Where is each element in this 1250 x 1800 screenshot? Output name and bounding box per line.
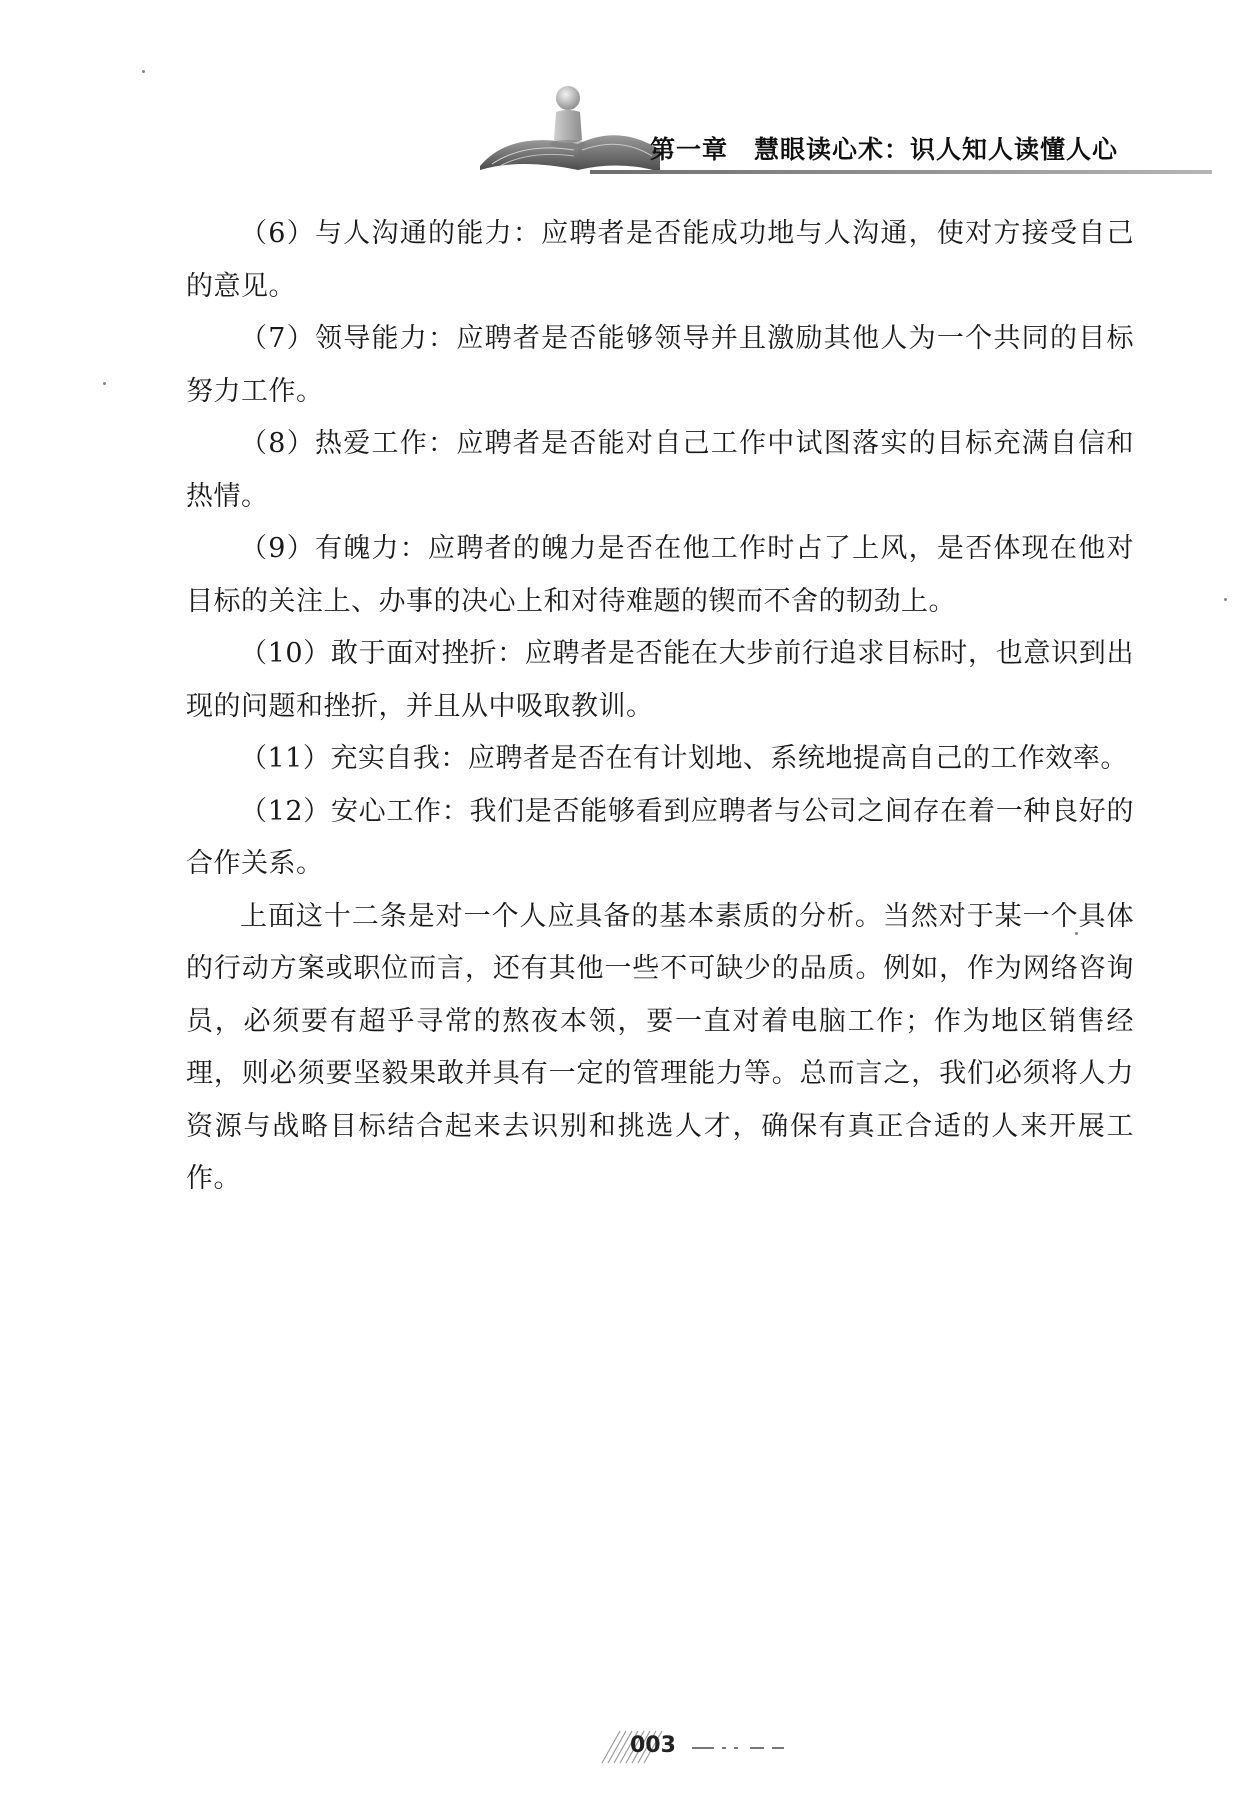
body-text [186, 208, 1134, 1206]
footer-dash [722, 1747, 726, 1749]
running-header [470, 78, 1215, 178]
scan-speck [142, 70, 145, 73]
page-footer [600, 1725, 800, 1775]
paragraph-item-7: （7）领导能力：应聘者是否能够领导并且激励其他人为一个共同的目标努力工作。 [186, 323, 1134, 407]
header-rule [590, 170, 1212, 174]
page-number: 003 [630, 1733, 676, 1758]
paragraph-summary: 上面这十二条是对一个人应具备的基本素质的分析。当然对于某一个具体的行动方案或职位而言，还有其他一些不可缺少的品质。例如，作为网络咨询员，必须要有超乎寻常的熬夜本领，要一直对着电脑工作；作为地区销售经理，则必须要坚毅果敢并具有一定的管理能力等。总而言之，我们必须将人力资源与战略目标结合起来去识别和挑选人才，确保有真正合适的人来开展工作。 [186, 900, 1134, 1194]
footer-dash [692, 1747, 714, 1749]
paragraph-item-11: （11）充实自我：应聘者是否在有计划地、系统地提高自己的工作效率。 [240, 743, 1128, 774]
footer-dash [734, 1747, 738, 1749]
paragraph-item-9: （9）有魄力：应聘者的魄力是否在他工作时占了上风，是否体现在他对目标的关注上、办事的决心上和对待难题的锲而不舍的韧劲上。 [186, 533, 1134, 617]
paragraph-item-8: （8）热爱工作：应聘者是否能对自己工作中试图落实的目标充满自信和热情。 [186, 428, 1134, 512]
footer-dash [750, 1747, 764, 1749]
paragraph-item-12: （12）安心工作：我们是否能够看到应聘者与公司之间存在着一种良好的合作关系。 [186, 795, 1134, 879]
paragraph-item-6: （6）与人沟通的能力：应聘者是否能成功地与人沟通，使对方接受自己的意见。 [186, 218, 1134, 302]
open-book-figure-icon [470, 78, 670, 178]
scan-speck [1075, 932, 1078, 935]
chapter-title: 第一章 慧眼读心术：识人知人读懂人心 [650, 135, 1119, 164]
paragraph-item-10: （10）敢于面对挫折：应聘者是否能在大步前行追求目标时，也意识到出现的问题和挫折，并且从中吸取教训。 [186, 638, 1134, 722]
scan-speck [1224, 598, 1227, 601]
scan-speck [103, 382, 106, 385]
footer-dash [772, 1747, 784, 1749]
